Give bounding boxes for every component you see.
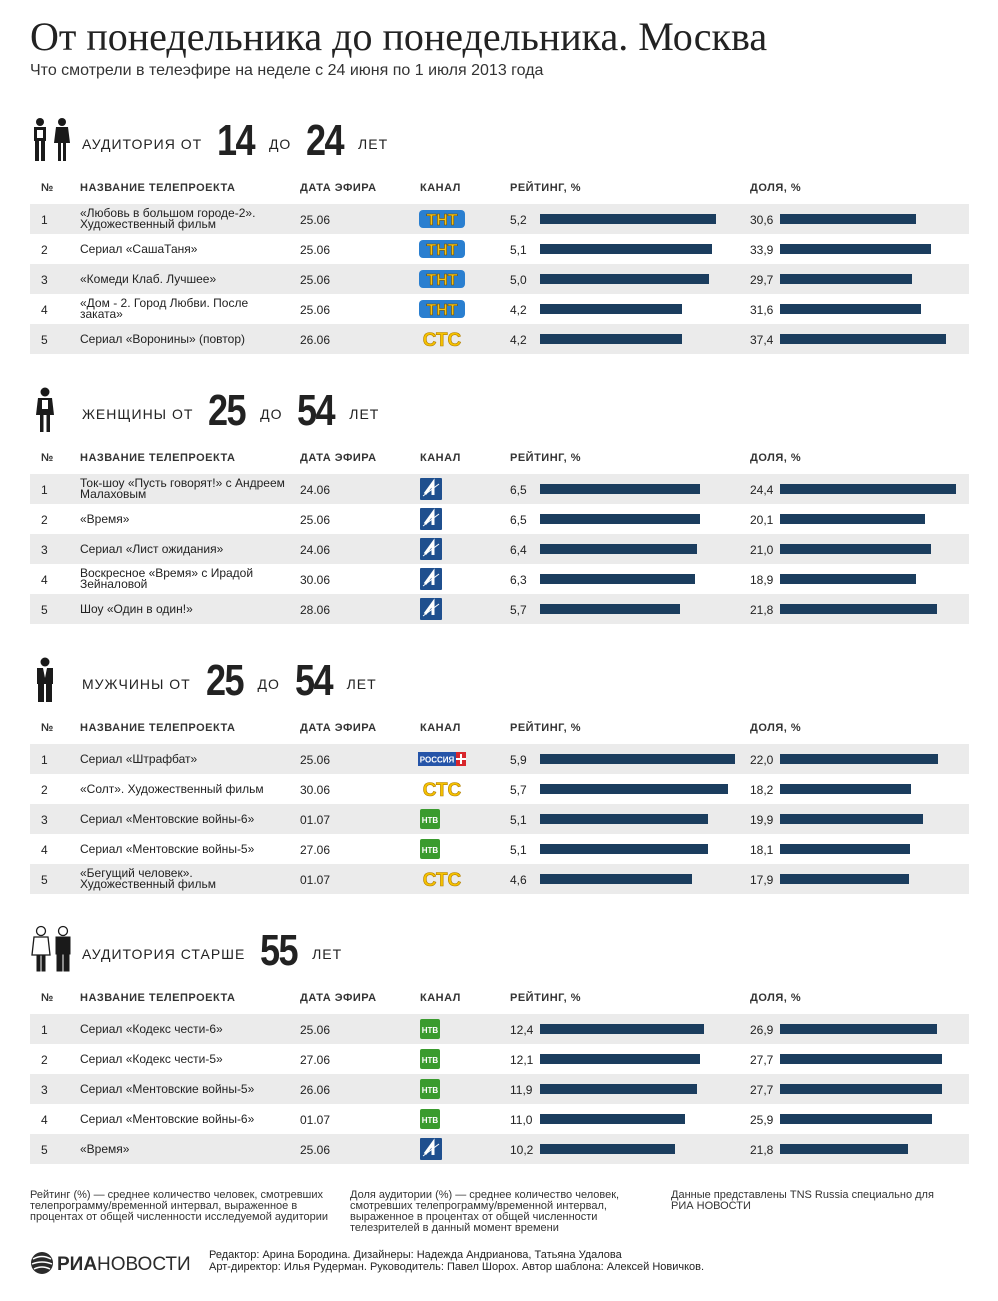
audience-figure-icon (30, 117, 74, 168)
air-date: 01.07 (300, 873, 331, 887)
audience-age-from: 25 (208, 386, 246, 435)
table-row (30, 264, 969, 294)
row-rank: 2 (41, 513, 48, 527)
share-bar (780, 244, 931, 254)
audience-figure-icon (30, 657, 60, 708)
column-header-date: ДАТА ЭФИРА (300, 992, 377, 1004)
share-value: 26,9 (750, 1023, 774, 1037)
section-header (30, 914, 969, 984)
row-rank: 5 (41, 1143, 48, 1157)
share-bar (780, 754, 938, 764)
share-bar (780, 1114, 932, 1124)
column-header-channel: КАНАЛ (420, 182, 461, 194)
audience-age-from: 14 (217, 116, 255, 165)
channel-logo-tnt-icon (418, 298, 466, 320)
air-date: 25.06 (300, 273, 331, 287)
svg-text:НТВ: НТВ (421, 1056, 439, 1065)
footnote-rating: Рейтинг (%) — среднее количество человек, смотревших телепрограмму/временной интервал, выраженное в процентах от общей численности исследуемой аудитории (30, 1189, 329, 1223)
column-header-share: ДОЛЯ, % (750, 452, 802, 464)
rating-bar (540, 1144, 675, 1154)
share-value: 21,0 (750, 543, 774, 557)
rating-bar (540, 484, 700, 494)
share-bar (780, 574, 916, 584)
program-name: Шоу «Один в один!» (80, 601, 193, 616)
column-header-share: ДОЛЯ, % (750, 992, 802, 1004)
column-header-name: НАЗВАНИЕ ТЕЛЕПРОЕКТА (80, 182, 236, 194)
air-date: 25.06 (300, 753, 331, 767)
table-row (30, 774, 969, 804)
share-value: 29,7 (750, 273, 774, 287)
svg-text:ТНТ: ТНТ (426, 212, 458, 229)
table-row (30, 234, 969, 264)
channel-logo-sts-icon (418, 328, 466, 350)
program-name: Сериал «СашаТаня» (80, 241, 198, 256)
channel-logo-first-icon (418, 478, 466, 500)
channel-logo-ntv-icon (418, 1048, 466, 1070)
svg-text:СТС: СТС (422, 780, 462, 800)
air-date: 28.06 (300, 603, 331, 617)
table-header (30, 174, 969, 204)
program-name: Сериал «Кодекс чести-6» (80, 1021, 223, 1036)
audience-label-from: СТАРШЕ (180, 946, 246, 962)
table-row (30, 834, 969, 864)
air-date: 25.06 (300, 243, 331, 257)
svg-text:НТВ: НТВ (421, 816, 439, 825)
share-value: 17,9 (750, 873, 774, 887)
share-value: 31,6 (750, 303, 774, 317)
channel-logo-ntv-icon (418, 808, 466, 830)
column-header-channel: КАНАЛ (420, 992, 461, 1004)
program-name: «Любовь в большом городе-2». Художественный фильм (80, 206, 256, 231)
share-bar (780, 604, 937, 614)
program-name: «Время» (80, 511, 130, 526)
column-header-channel: КАНАЛ (420, 452, 461, 464)
row-rank: 3 (41, 1083, 48, 1097)
air-date: 26.06 (300, 333, 331, 347)
rating-value: 4,6 (510, 873, 527, 887)
share-bar (780, 814, 923, 824)
svg-text:НТВ: НТВ (421, 1026, 439, 1035)
credits-line-1: Редактор: Арина Бородина. Дизайнеры: Надежда Андрианова, Татьяна Удалова (209, 1249, 622, 1261)
rating-bar (540, 214, 716, 224)
audience-age-to: 54 (294, 656, 332, 705)
program-name: Воскресное «Время» с Ирадой Зейналовой (80, 566, 254, 591)
audience-figure-icon (30, 387, 60, 438)
share-value: 30,6 (750, 213, 774, 227)
channel-logo-sts-icon (418, 868, 466, 890)
share-value: 18,9 (750, 573, 774, 587)
ria-novosti-logo (30, 1250, 202, 1281)
channel-logo-first-icon (418, 568, 466, 590)
rating-value: 5,0 (510, 273, 527, 287)
table-header (30, 444, 969, 474)
channel-logo-sts-icon (418, 778, 466, 800)
rating-bar (540, 334, 682, 344)
program-name: Сериал «Воронины» (повтор) (80, 331, 245, 346)
rating-bar (540, 244, 712, 254)
air-date: 27.06 (300, 1053, 331, 1067)
row-rank: 5 (41, 333, 48, 347)
section-header (30, 644, 969, 714)
air-date: 24.06 (300, 543, 331, 557)
program-name: Сериал «Ментовские войны-5» (80, 841, 255, 856)
rating-value: 12,1 (510, 1053, 534, 1067)
air-date: 26.06 (300, 1083, 331, 1097)
audience-age-from: 55 (260, 926, 298, 975)
audience-label-prefix: АУДИТОРИЯ (82, 136, 176, 152)
program-name: Сериал «Лист ожидания» (80, 541, 224, 556)
row-rank: 1 (41, 213, 48, 227)
channel-logo-ntv-icon (418, 838, 466, 860)
column-header-name: НАЗВАНИЕ ТЕЛЕПРОЕКТА (80, 992, 236, 1004)
row-rank: 5 (41, 603, 48, 617)
audience-label-prefix: МУЖЧИНЫ (82, 676, 165, 692)
svg-text:ТНТ: ТНТ (426, 302, 458, 319)
air-date: 27.06 (300, 843, 331, 857)
brand-ria-text: РИА (57, 1254, 98, 1275)
audience-figure-icon (30, 925, 76, 978)
rating-value: 5,1 (510, 843, 527, 857)
row-rank: 3 (41, 813, 48, 827)
channel-logo-ntv-icon (418, 1078, 466, 1100)
air-date: 01.07 (300, 1113, 331, 1127)
column-header-name: НАЗВАНИЕ ТЕЛЕПРОЕКТА (80, 452, 236, 464)
share-bar (780, 874, 909, 884)
svg-text:СТС: СТС (422, 870, 462, 890)
rating-bar (540, 1114, 685, 1124)
table-header (30, 714, 969, 744)
audience-label (82, 386, 379, 436)
audience-age-from: 25 (205, 656, 243, 705)
program-name: Сериал «Кодекс чести-5» (80, 1051, 223, 1066)
air-date: 24.06 (300, 483, 331, 497)
column-header-rating: РЕЙТИНГ, % (510, 452, 582, 464)
audience-label-years: ЛЕТ (346, 676, 377, 692)
rating-value: 6,4 (510, 543, 527, 557)
rating-value: 12,4 (510, 1023, 534, 1037)
rating-value: 11,9 (510, 1083, 533, 1097)
air-date: 25.06 (300, 1023, 331, 1037)
table-row (30, 474, 969, 504)
air-date: 25.06 (300, 1143, 331, 1157)
audience-label-from: ОТ (180, 136, 203, 152)
row-rank: 2 (41, 1053, 48, 1067)
rating-value: 4,2 (510, 333, 527, 347)
page-title: От понедельника до понедельника. Москва (30, 14, 768, 59)
share-value: 18,2 (750, 783, 774, 797)
share-bar (780, 214, 916, 224)
share-bar (780, 1024, 937, 1034)
footnote-share: Доля аудитории (%) — среднее количество человек, смотревших телепрограмму/временной интервал, выраженное в процентах от общей численности телезрителей в данный момент времени (350, 1189, 620, 1234)
air-date: 25.06 (300, 303, 331, 317)
rating-value: 5,7 (510, 783, 527, 797)
channel-logo-ntv-icon (418, 1108, 466, 1130)
column-header-rating: РЕЙТИНГ, % (510, 722, 582, 734)
column-header-num: № (41, 722, 54, 734)
share-value: 33,9 (750, 243, 774, 257)
rating-value: 4,2 (510, 303, 527, 317)
share-value: 21,8 (750, 1143, 774, 1157)
rating-bar (540, 304, 682, 314)
channel-logo-first-icon (418, 1138, 466, 1160)
audience-label (82, 926, 342, 976)
section-4 (30, 914, 969, 1164)
audience-age-to: 24 (306, 116, 344, 165)
row-rank: 1 (41, 753, 48, 767)
share-value: 20,1 (750, 513, 774, 527)
row-rank: 4 (41, 573, 48, 587)
table-row (30, 1014, 969, 1044)
share-value: 27,7 (750, 1053, 774, 1067)
program-name: Сериал «Ментовские войны-6» (80, 1111, 255, 1126)
row-rank: 2 (41, 243, 48, 257)
share-value: 18,1 (750, 843, 774, 857)
channel-logo-russia-icon (418, 748, 466, 770)
row-rank: 3 (41, 273, 48, 287)
rating-bar (540, 544, 697, 554)
table-row (30, 534, 969, 564)
share-bar (780, 1054, 942, 1064)
section-3 (30, 644, 969, 894)
share-bar (780, 1144, 908, 1154)
audience-label-prefix: АУДИТОРИЯ (82, 946, 176, 962)
share-bar (780, 304, 921, 314)
column-header-share: ДОЛЯ, % (750, 722, 802, 734)
audience-label-to: ДО (260, 406, 283, 422)
program-name: Сериал «Ментовские войны-5» (80, 1081, 255, 1096)
credits-line-2: Арт-директор: Илья Рудерман. Руководитель: Павел Шорох. Автор шаблона: Алексей Новичков. (209, 1261, 705, 1273)
page-subtitle: Что смотрели в телеэфире на неделе с 24 июня по 1 июля 2013 года (30, 62, 544, 79)
rating-bar (540, 604, 680, 614)
audience-label-from: ОТ (171, 406, 194, 422)
column-header-rating: РЕЙТИНГ, % (510, 182, 582, 194)
column-header-num: № (41, 182, 54, 194)
table-row (30, 804, 969, 834)
program-name: Сериал «Штрафбат» (80, 751, 198, 766)
rating-value: 6,5 (510, 513, 527, 527)
svg-text:НТВ: НТВ (421, 846, 439, 855)
rating-value: 5,7 (510, 603, 527, 617)
row-rank: 1 (41, 1023, 48, 1037)
program-name: «Солт». Художественный фильм (80, 781, 264, 796)
audience-label-years: ЛЕТ (358, 136, 389, 152)
rating-bar (540, 514, 700, 524)
table-row (30, 594, 969, 624)
rating-bar (540, 844, 708, 854)
share-value: 19,9 (750, 813, 774, 827)
column-header-date: ДАТА ЭФИРА (300, 722, 377, 734)
audience-label (82, 116, 388, 166)
column-header-num: № (41, 992, 54, 1004)
column-header-channel: КАНАЛ (420, 722, 461, 734)
rating-bar (540, 1054, 700, 1064)
row-rank: 4 (41, 303, 48, 317)
column-header-share: ДОЛЯ, % (750, 182, 802, 194)
audience-label-prefix: ЖЕНЩИНЫ (82, 406, 168, 422)
credits (209, 1249, 704, 1273)
row-rank: 4 (41, 1113, 48, 1127)
table-row (30, 1134, 969, 1164)
program-name: «Комеди Клаб. Лучшее» (80, 271, 217, 286)
rating-bar (540, 1024, 704, 1034)
svg-text:НТВ: НТВ (421, 1086, 439, 1095)
share-bar (780, 784, 911, 794)
table-row (30, 504, 969, 534)
share-bar (780, 274, 912, 284)
ria-globe-icon (30, 1250, 202, 1276)
audience-label (82, 656, 377, 706)
rating-value: 5,9 (510, 753, 527, 767)
rating-value: 6,3 (510, 573, 527, 587)
audience-label-years: ЛЕТ (349, 406, 380, 422)
row-rank: 1 (41, 483, 48, 497)
row-rank: 5 (41, 873, 48, 887)
table-row (30, 1104, 969, 1134)
program-name: «Время» (80, 1141, 130, 1156)
rating-bar (540, 1084, 697, 1094)
channel-logo-first-icon (418, 598, 466, 620)
audience-age-to: 54 (297, 386, 335, 435)
rating-value: 5,1 (510, 813, 527, 827)
audience-label-from: ОТ (169, 676, 191, 692)
table-row (30, 744, 969, 774)
channel-logo-ntv-icon (418, 1018, 466, 1040)
air-date: 25.06 (300, 513, 331, 527)
section-header (30, 104, 969, 174)
channel-logo-tnt-icon (418, 238, 466, 260)
air-date: 01.07 (300, 813, 331, 827)
section-2 (30, 374, 969, 624)
svg-text:ТНТ: ТНТ (426, 272, 458, 289)
rating-bar (540, 754, 735, 764)
table-row (30, 1044, 969, 1074)
air-date: 25.06 (300, 213, 331, 227)
share-value: 21,8 (750, 603, 774, 617)
rating-value: 11,0 (510, 1113, 533, 1127)
table-row (30, 324, 969, 354)
channel-logo-tnt-icon (418, 268, 466, 290)
rating-bar (540, 574, 695, 584)
column-header-rating: РЕЙТИНГ, % (510, 992, 582, 1004)
share-value: 24,4 (750, 483, 774, 497)
table-row (30, 204, 969, 234)
rating-bar (540, 814, 708, 824)
svg-text:СТС: СТС (422, 330, 462, 350)
row-rank: 3 (41, 543, 48, 557)
air-date: 30.06 (300, 783, 331, 797)
section-1 (30, 104, 969, 354)
channel-logo-first-icon (418, 538, 466, 560)
share-bar (780, 334, 946, 344)
svg-text:ТНТ: ТНТ (426, 242, 458, 259)
svg-text:НТВ: НТВ (421, 1116, 439, 1125)
program-name: «Бегущий человек». Художественный фильм (80, 866, 216, 891)
column-header-num: № (41, 452, 54, 464)
share-value: 27,7 (750, 1083, 774, 1097)
column-header-date: ДАТА ЭФИРА (300, 182, 377, 194)
share-bar (780, 514, 925, 524)
table-row (30, 294, 969, 324)
rating-value: 6,5 (510, 483, 527, 497)
section-header (30, 374, 969, 444)
column-header-name: НАЗВАНИЕ ТЕЛЕПРОЕКТА (80, 722, 236, 734)
rating-value: 5,1 (510, 243, 527, 257)
table-header (30, 984, 969, 1014)
program-name: Ток-шоу «Пусть говорят!» с Андреем Малаховым (80, 476, 285, 501)
row-rank: 4 (41, 843, 48, 857)
audience-label-years: ЛЕТ (312, 946, 343, 962)
brand-novosti-text: НОВОСТИ (97, 1254, 191, 1275)
rating-bar (540, 874, 692, 884)
rating-value: 5,2 (510, 213, 527, 227)
share-bar (780, 544, 931, 554)
footnote-source: Данные представлены TNS Russia специально для РИА НОВОСТИ (671, 1189, 934, 1212)
audience-label-to: ДО (257, 676, 280, 692)
svg-text:РОССИЯ: РОССИЯ (419, 755, 455, 765)
share-bar (780, 844, 910, 854)
channel-logo-first-icon (418, 508, 466, 530)
channel-logo-tnt-icon (418, 208, 466, 230)
rating-bar (540, 784, 728, 794)
program-name: «Дом - 2. Город Любви. После заката» (80, 296, 249, 321)
table-row (30, 564, 969, 594)
share-value: 22,0 (750, 753, 774, 767)
share-value: 37,4 (750, 333, 774, 347)
row-rank: 2 (41, 783, 48, 797)
share-bar (780, 1084, 942, 1094)
share-bar (780, 484, 956, 494)
column-header-date: ДАТА ЭФИРА (300, 452, 377, 464)
table-row (30, 864, 969, 894)
audience-label-to: ДО (268, 136, 292, 152)
rating-value: 10,2 (510, 1143, 534, 1157)
rating-bar (540, 274, 709, 284)
table-row (30, 1074, 969, 1104)
program-name: Сериал «Ментовские войны-6» (80, 811, 255, 826)
share-value: 25,9 (750, 1113, 774, 1127)
air-date: 30.06 (300, 573, 331, 587)
